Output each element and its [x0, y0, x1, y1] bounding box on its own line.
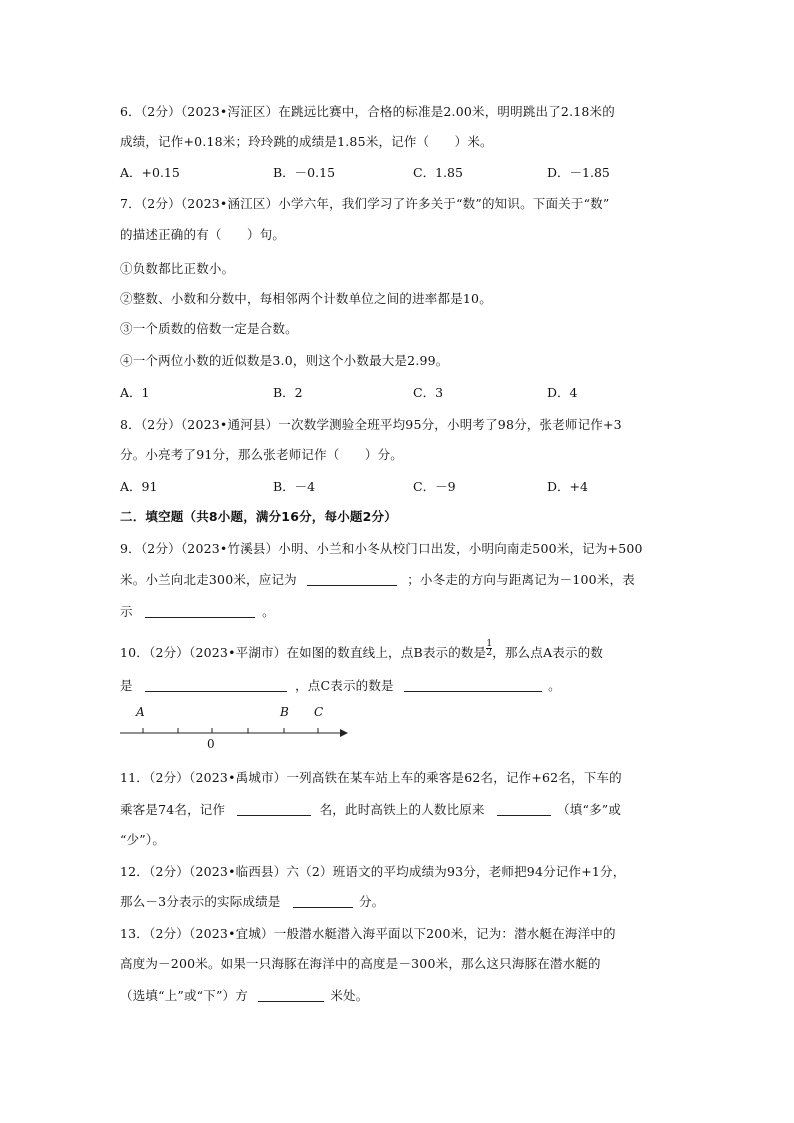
q11-stem-line2 [120, 802, 621, 818]
q7-statement-4: ④一个两位小数的近似数是3.0，则这个小数最大是2.99。 [120, 353, 449, 368]
q12-text-2b: 分。 [358, 894, 385, 909]
q12-text-2a: 那么－3分表示的实际成绩是 [120, 894, 281, 909]
q7-statement-1: ①负数都比正数小。 [120, 261, 235, 276]
q11-stem-line1: 11．（2分）（2023•禹城市）一列高铁在某车站上车的乘客是62名，记作+62名，下车的 [120, 770, 622, 785]
q13-text-3b: 米处。 [330, 988, 369, 1003]
q8-option-b: B．－4 [273, 479, 316, 494]
q9-answer-blank-1[interactable] [307, 573, 397, 586]
q10-text-2c: 。 [548, 678, 561, 693]
q10-stem-line1 [120, 640, 603, 661]
q6-option-b: B．－0.15 [273, 165, 336, 180]
q10-answer-blank-1[interactable] [145, 679, 287, 692]
q10-answer-blank-2[interactable] [404, 679, 542, 692]
q6-option-c: C．1.85 [413, 165, 463, 180]
q9-text-2b: ；小冬走的方向与距离记为－100米，表 [407, 572, 635, 587]
q7-option-d: D．4 [547, 385, 578, 400]
number-line-label-c: C [314, 705, 324, 719]
number-line-figure [118, 705, 358, 755]
q13-answer-blank[interactable] [258, 989, 324, 1002]
q7-stem-line2: 的描述正确的有（ ）句。 [120, 227, 286, 242]
q8-option-c: C．－9 [413, 479, 456, 494]
q6-stem-line1: 6．（2分）（2023•泻泟区）在跳远比赛中，合格的标准是2.00米，明明跳出了2.18米的 [120, 104, 615, 119]
number-line-axis [118, 723, 358, 737]
q12-answer-blank[interactable] [293, 895, 353, 908]
q10-text-2b: ，点C表示的数是 [295, 678, 394, 693]
q10-text-1b: ，那么点A表示的数 [492, 645, 604, 660]
q10-text-2a: 是 [120, 678, 133, 693]
q8-stem-line2: 分。小亮考了91分，那么张老师记作（ ）分。 [120, 447, 404, 462]
q9-stem-line2 [120, 572, 635, 588]
q8-option-a: A．91 [120, 479, 158, 494]
q9-text-3a: 示 [120, 604, 133, 619]
q13-text-3a: （选填“上”或“下”）方 [120, 988, 248, 1003]
q9-stem-line3 [120, 604, 275, 620]
fraction-one-half: $\frac{1}{2}$ [486, 639, 493, 658]
q10-text-1a: 10．（2分）（2023•平湖市）在如图的数直线上，点B表示的数是 [120, 645, 487, 660]
q11-answer-blank-1[interactable] [237, 803, 311, 816]
q11-stem-line3: “少”）。 [120, 832, 166, 847]
q10-stem-line2 [120, 678, 561, 694]
q11-text-2a: 乘客是74名，记作 [120, 802, 226, 817]
q13-stem-line1: 13．（2分）（2023•宜城）一般潜水艇潜入海平面以下200米，记为：潜水艇在海洋中的 [120, 926, 616, 941]
q9-text-3b: 。 [262, 604, 275, 619]
q9-answer-blank-2[interactable] [145, 605, 255, 618]
q11-answer-blank-2[interactable] [497, 803, 551, 816]
number-line-label-a: A [136, 705, 145, 719]
q7-option-c: C．3 [413, 385, 444, 400]
q8-option-d: D．+4 [547, 479, 588, 494]
q7-statement-3: ③一个质数的倍数一定是合数。 [120, 321, 298, 336]
q13-stem-line2: 高度为－200米。如果一只海豚在海洋中的高度是－300米，那么这只海豚在潜水艇的 [120, 956, 601, 971]
q11-text-2c: （填“多”或 [557, 802, 622, 817]
q12-stem-line1: 12．（2分）（2023•临西县）六（2）班语文的平均成绩为93分，老师把94分记作+1分， [120, 864, 626, 879]
q9-stem-line1: 9．（2分）（2023•竹溪县）小明、小兰和小冬从校门口出发，小明向南走500米，记为+500 [120, 541, 643, 556]
q6-option-a: A．+0.15 [120, 165, 180, 180]
q8-stem-line1: 8．（2分）（2023•通河县）一次数学测验全班平均95分，小明考了98分，张老师记作+3 [120, 417, 622, 432]
q7-stem-line1: 7．（2分）（2023•涵江区）小学六年，我们学习了许多关于“数”的知识。下面关于“数” [120, 196, 610, 211]
q6-stem-line2: 成绩，记作+0.18米；玲玲跳的成绩是1.85米，记作（ ）米。 [120, 134, 493, 149]
number-line-zero-label: 0 [207, 737, 215, 751]
q11-text-2b: 名，此时高铁上的人数比原来 [319, 802, 485, 817]
q12-stem-line2 [120, 894, 384, 910]
q6-option-d: D．－1.85 [547, 165, 610, 180]
q7-option-b: B．2 [273, 385, 303, 400]
number-line-label-b: B [280, 705, 289, 719]
q7-option-a: A．1 [120, 385, 150, 400]
q9-text-2a: 米。小兰向北走300米，应记为 [120, 572, 297, 587]
q13-stem-line3 [120, 988, 368, 1004]
section-heading-fill-in: 二．填空题（共8小题，满分16分，每小题2分） [120, 509, 397, 524]
q7-statement-2: ②整数、小数和分数中，每相邻两个计数单位之间的进率都是10。 [120, 291, 492, 306]
